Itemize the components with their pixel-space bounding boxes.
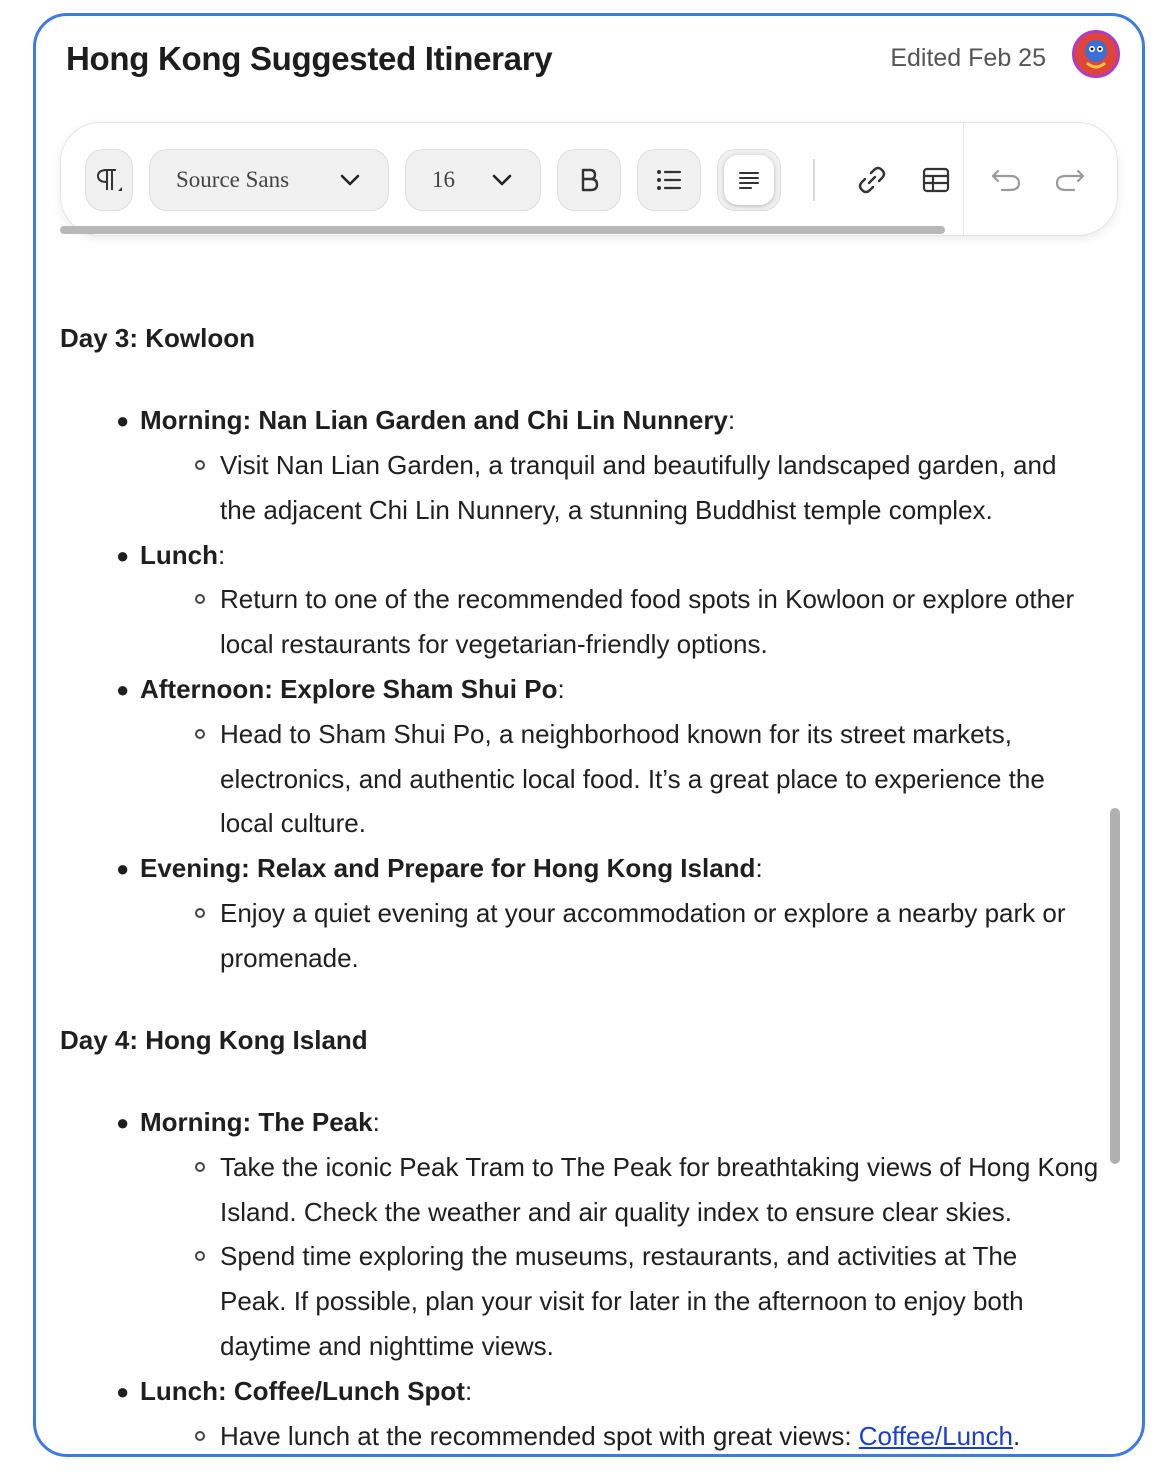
sub-item-line: Take the iconic Peak Tram to The Peak for breathtaking views of Hong Kong <box>220 1152 1099 1182</box>
day-heading: Day 4: Hong Kong Island <box>60 1025 368 1055</box>
bullet-list-icon <box>656 168 682 192</box>
sub-bullet <box>195 1162 205 1172</box>
sub-item-line: the adjacent Chi Lin Nunnery, a stunning Buddhist temple complex. <box>220 495 993 525</box>
bullet-list-button[interactable] <box>637 149 701 211</box>
sub-bullet <box>195 729 205 739</box>
list-item-colon: : <box>464 1376 473 1406</box>
list-item <box>140 398 735 443</box>
font-family-select[interactable] <box>149 149 389 211</box>
sub-item-text: Have lunch at the recommended spot with great views: <box>220 1421 859 1451</box>
list-item-label: Lunch <box>140 540 218 570</box>
sub-bullet <box>195 1251 205 1261</box>
sub-item-line: Return to one of the recommended food spots in Kowloon or explore other <box>220 584 1075 614</box>
sub-item-line: Peak. If possible, plan your visit for later in the afternoon to enjoy both <box>220 1286 1024 1316</box>
coffee-lunch-link[interactable]: Coffee/Lunch <box>858 1421 1013 1451</box>
undo-button[interactable] <box>975 149 1037 211</box>
chevron-down-icon <box>340 173 360 187</box>
insert-link-button[interactable] <box>841 149 903 211</box>
list-item <box>140 667 565 712</box>
chevron-down-icon <box>492 173 512 187</box>
toolbar-divider <box>963 123 964 235</box>
sub-bullet <box>195 460 205 470</box>
sub-item-line: promenade. <box>220 943 359 973</box>
bold-button[interactable] <box>557 149 621 211</box>
font-size-select[interactable] <box>405 149 541 211</box>
sub-bullet <box>195 908 205 918</box>
list-item-colon: : <box>557 674 565 704</box>
pilcrow-icon <box>94 165 124 195</box>
sub-item-line: Head to Sham Shui Po, a neighborhood known for its street markets, <box>220 719 1012 749</box>
vertical-scrollbar-thumb[interactable] <box>1110 808 1120 1164</box>
list-item-label: Lunch: Coffee/Lunch Spot <box>140 1376 465 1406</box>
sub-item-line: Spend time exploring the museums, restaurants, and activities at The <box>220 1241 1018 1271</box>
sub-bullet <box>195 1431 205 1441</box>
bullet-dot: ● <box>116 856 130 881</box>
align-left-active <box>724 155 774 205</box>
document-window <box>33 13 1145 1457</box>
sub-bullet <box>195 594 205 604</box>
sub-item-line: Enjoy a quiet evening at your accommodation or explore a nearby park or <box>220 898 1066 928</box>
document-title[interactable]: Hong Kong Suggested Itinerary <box>66 40 553 77</box>
document-body[interactable] <box>60 256 1100 1451</box>
sub-item-line <box>220 1414 1100 1451</box>
list-item-label: Evening: Relax and Prepare for Hong Kong Island <box>140 853 756 883</box>
bullet-dot: ● <box>116 543 130 568</box>
insert-table-button[interactable] <box>905 149 967 211</box>
sub-item-line: electronics, and authentic local food. It’s a great place to experience the <box>220 764 1045 794</box>
bold-icon <box>577 167 601 193</box>
list-item-label: Morning: The Peak <box>140 1107 373 1137</box>
bullet-dot: ● <box>116 1379 130 1404</box>
undo-icon <box>990 167 1022 193</box>
font-size-value: 16 <box>432 167 455 192</box>
list-item-label: Afternoon: Explore Sham Shui Po <box>140 674 558 704</box>
formatting-toolbar <box>60 122 1118 236</box>
list-item-colon: : <box>727 405 736 435</box>
day-heading: Day 3: Kowloon <box>60 323 256 353</box>
list-item <box>140 1369 472 1414</box>
list-item <box>140 533 225 578</box>
sub-item-line: daytime and nighttime views. <box>220 1331 554 1361</box>
document-header <box>36 16 1142 116</box>
font-family-value: Source Sans <box>176 167 290 192</box>
avatar-icon <box>1075 33 1117 75</box>
list-item <box>140 1100 380 1145</box>
list-item-label: Morning: Nan Lian Garden and Chi Lin Nunnery <box>140 405 728 435</box>
list-item-colon: : <box>755 853 763 883</box>
align-left-icon <box>738 170 760 190</box>
edited-timestamp: Edited Feb 25 <box>890 44 1046 72</box>
link-icon <box>857 165 887 195</box>
sub-item-period: . <box>1012 1421 1021 1451</box>
bullet-dot: ● <box>116 677 130 702</box>
bullet-dot: ● <box>116 408 130 433</box>
toolbar-horizontal-scrollbar[interactable] <box>60 226 945 234</box>
sub-item-line: Visit Nan Lian Garden, a tranquil and beautifully landscaped garden, and <box>220 450 1057 480</box>
bullet-dot: ● <box>116 1110 130 1135</box>
avatar[interactable] <box>1072 30 1120 78</box>
sub-item-line: local restaurants for vegetarian-friendly options. <box>220 629 768 659</box>
align-left-button[interactable] <box>717 149 781 211</box>
sub-item-line: local culture. <box>220 808 366 838</box>
table-icon <box>922 166 950 194</box>
sub-item-line: Island. Check the weather and air quality index to ensure clear skies. <box>220 1197 1012 1227</box>
redo-button[interactable] <box>1039 149 1101 211</box>
redo-icon <box>1054 167 1086 193</box>
list-item-colon: : <box>372 1107 380 1137</box>
paragraph-style-button[interactable] <box>85 149 133 211</box>
list-item-colon: : <box>218 540 226 570</box>
list-item <box>140 846 763 891</box>
toolbar-divider <box>813 159 815 201</box>
